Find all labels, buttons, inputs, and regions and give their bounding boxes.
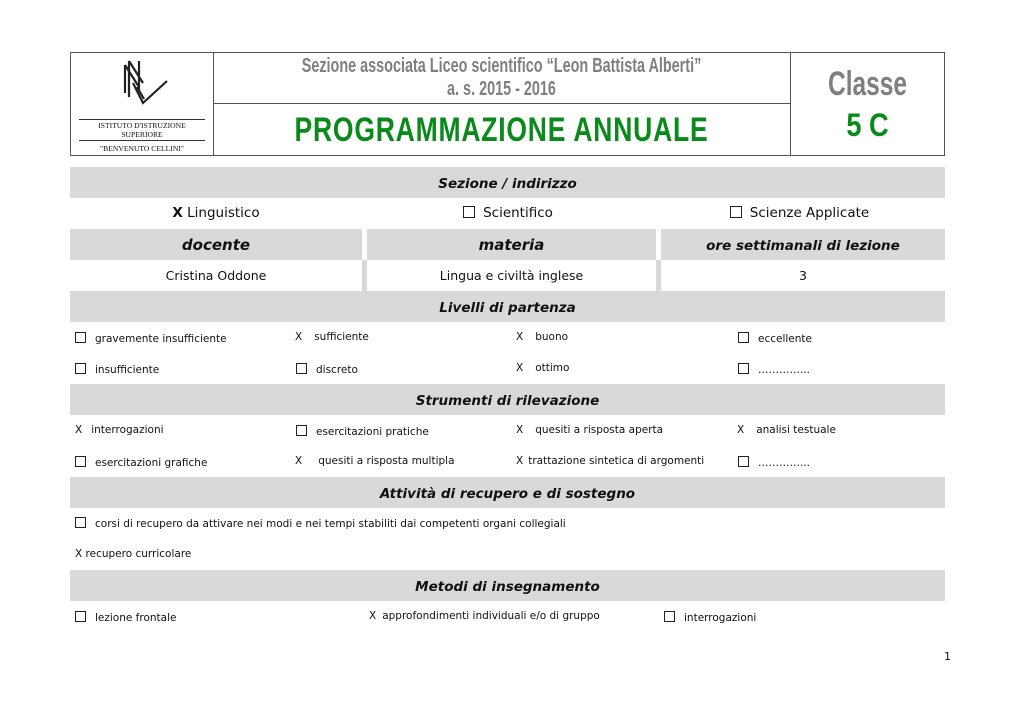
livello-discreto[interactable] [296, 363, 358, 376]
docente-value: Cristina Oddone [165, 268, 267, 283]
section-bar-livelli [70, 291, 945, 322]
livello-buono[interactable] [516, 331, 568, 343]
logo-text-1: ISTITUTO D'ISTRUZIONE SUPERIORE [79, 119, 205, 141]
option-label: Scienze Applicate [749, 205, 870, 221]
option-label: eccellente [758, 333, 812, 345]
metodo-interrogazioni[interactable] [664, 611, 756, 624]
livello-insufficiente[interactable] [75, 363, 159, 376]
checkbox-icon [463, 206, 475, 218]
column-heading: materia [478, 236, 545, 254]
checkbox-icon [75, 332, 86, 343]
strumento-quesiti-aperta[interactable] [516, 424, 663, 436]
option-label: interrogazioni [91, 424, 164, 436]
section-heading: Sezione / indirizzo [438, 176, 577, 192]
option-linguistico[interactable] [70, 198, 362, 229]
checkbox-icon [730, 206, 742, 218]
option-label: quesiti a risposta aperta [535, 424, 664, 436]
school-logo [71, 53, 213, 155]
header-ore [661, 229, 945, 260]
check-mark: X [295, 455, 303, 467]
school-year: a. s. 2015 - 2016 [447, 78, 556, 100]
option-label: trattazione sintetica di argomenti [528, 455, 705, 467]
checkbox-icon [296, 363, 307, 374]
page-title: PROGRAMMAZIONE ANNUALE [294, 111, 709, 149]
school-section-title: Sezione associata Liceo scientifico “Leon Battista Alberti” [301, 55, 702, 77]
section-heading: Attività di recupero e di sostegno [379, 486, 636, 502]
option-label: …………... [758, 364, 811, 376]
section-heading: Livelli di partenza [439, 300, 576, 316]
livello-ottimo[interactable] [516, 362, 569, 374]
checkbox-icon [738, 456, 749, 467]
strumento-analisi-testuale[interactable] [737, 424, 836, 436]
checkbox-icon [738, 363, 749, 374]
metodo-approfondimenti[interactable] [369, 610, 600, 622]
recupero-curricolare[interactable]: X recupero curricolare [75, 548, 192, 560]
option-label: corsi di recupero da attivare nei modi e nei tempi stabiliti dai competenti organi collegiali [95, 518, 566, 530]
option-label: buono [535, 331, 569, 343]
check-mark: X [172, 205, 183, 221]
checkbox-icon [75, 363, 86, 374]
checkbox-icon [75, 517, 86, 528]
sezione-options [70, 198, 945, 229]
logo-text-2: "BENVENUTO CELLINI" [100, 144, 184, 153]
header-docente [70, 229, 362, 260]
check-mark: X [516, 331, 524, 343]
option-label: …………... [758, 457, 811, 469]
section-heading: Metodi di insegnamento [415, 579, 600, 595]
column-heading: ore settimanali di lezione [706, 238, 900, 254]
check-mark: X [369, 610, 377, 622]
option-label: ottimo [535, 362, 570, 374]
logo-emblem-icon [71, 53, 213, 123]
check-mark: X [737, 424, 745, 436]
option-label: insufficiente [95, 364, 160, 376]
checkbox-icon [75, 456, 86, 467]
strumento-interrogazioni[interactable] [75, 424, 164, 436]
classe-value: 5 C [846, 107, 889, 143]
option-scientifico[interactable] [362, 198, 654, 229]
livello-sufficiente[interactable] [295, 331, 369, 343]
livello-gravemente-insufficiente[interactable] [75, 332, 227, 345]
checkbox-icon [75, 611, 86, 622]
strumento-trattazione-sintetica[interactable] [516, 455, 704, 467]
check-mark: X [516, 455, 524, 467]
header-table [70, 52, 945, 156]
option-label: approfondimenti individuali e/o di gruppo [382, 610, 600, 622]
section-bar-metodi [70, 570, 945, 601]
option-scienze-applicate[interactable] [654, 198, 945, 229]
section-bar-strumenti [70, 384, 945, 415]
metodo-lezione-frontale[interactable] [75, 611, 176, 624]
option-label: esercitazioni pratiche [316, 426, 429, 438]
option-label: gravemente insufficiente [95, 333, 227, 345]
checkbox-icon [296, 425, 307, 436]
option-label: sufficiente [314, 331, 369, 343]
option-label: analisi testuale [756, 424, 836, 436]
section-bar-sezione [70, 167, 945, 198]
recupero-corsi[interactable] [75, 517, 566, 530]
classe-label: Classe [828, 65, 907, 103]
option-label: esercitazioni grafiche [95, 457, 208, 469]
livello-altro[interactable] [738, 363, 810, 376]
check-mark: X [295, 331, 303, 343]
checkbox-icon [738, 332, 749, 343]
option-label: Linguistico [187, 205, 260, 221]
section-heading: Strumenti di rilevazione [415, 393, 600, 409]
materia-value: Lingua e civiltà inglese [439, 268, 584, 283]
check-mark: X [75, 424, 83, 436]
section-bar-recupero [70, 477, 945, 508]
strumento-esercitazioni-grafiche[interactable] [75, 456, 207, 469]
column-heading: docente [181, 236, 251, 254]
ore-value: 3 [799, 268, 807, 283]
page-number: 1 [944, 650, 951, 663]
header-materia [367, 229, 656, 260]
strumento-esercitazioni-pratiche[interactable] [296, 425, 429, 438]
check-mark: X [516, 362, 524, 374]
option-label: quesiti a risposta multipla [318, 455, 455, 467]
livello-eccellente[interactable] [738, 332, 812, 345]
strumento-quesiti-multipla[interactable] [295, 455, 455, 467]
strumento-altro[interactable] [738, 456, 810, 469]
option-label: lezione frontale [95, 612, 177, 624]
checkbox-icon [664, 611, 675, 622]
option-label: Scientifico [483, 205, 553, 221]
option-label: interrogazioni [684, 612, 757, 624]
check-mark: X [516, 424, 524, 436]
option-label: discreto [316, 364, 358, 376]
